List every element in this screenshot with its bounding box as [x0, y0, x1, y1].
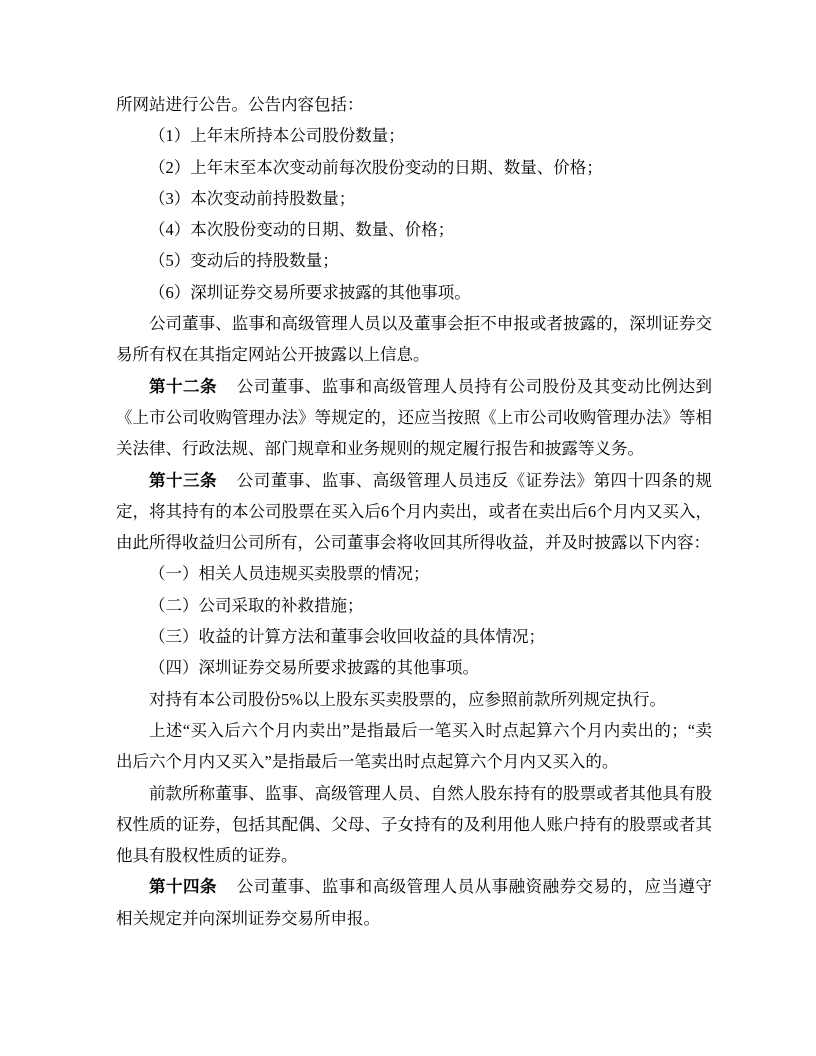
paragraph-text: （3）本次变动前持股数量；: [149, 188, 356, 208]
paragraph-text: 公司董事、监事、高级管理人员违反《证券法》第四十四条的规定，将其持有的本公司股票在买入后6个月内卖出，或者在卖出后6个月内又买入，由此所得收益归公司所有，公司董事会将收回其所得收益，并及时披露以下内容：: [116, 470, 713, 553]
announcement-item-6: [116, 277, 712, 308]
paragraph-securities-scope: [116, 778, 712, 872]
paragraph-text: 对持有本公司股份5%以上股东买卖股票的，应参照前款所列规定执行。: [149, 689, 666, 709]
paragraph-text: （四）深圳证券交易所要求披露的其他事项。: [149, 658, 479, 678]
paragraph-refusal-disclosure: [116, 308, 712, 371]
paragraph-text: 所网站进行公告。公告内容包括：: [116, 95, 364, 114]
paragraph-text: （1）上年末所持本公司股份数量；: [149, 126, 405, 146]
paragraph-text: （5）变动后的持股数量；: [149, 251, 339, 271]
paragraph-text: 公司董事、监事和高级管理人员从事融资融券交易的，应当遵守相关规定并向深圳证券交易所申报。: [116, 877, 713, 928]
paragraph-text: 上述“买入后六个月内卖出”是指最后一笔买入时点起算六个月内卖出的；“卖出后六个月内又买入”是指最后一笔卖出时点起算六个月内又买入的。: [116, 720, 712, 772]
paragraph-text: （4）本次股份变动的日期、数量、价格；: [149, 220, 455, 240]
article-14: [116, 871, 712, 934]
paragraph-text: 前款所称董事、监事、高级管理人员、自然人股东持有的股票或者其他具有股权性质的证券，包括其配偶、父母、子女持有的及利用他人账户持有的股票或者其他具有股权性质的证券。: [116, 783, 712, 866]
paragraph-text: 公司董事、监事和高级管理人员持有公司股份及其变动比例达到《上市公司收购管理办法》等规定的，还应当按照《上市公司收购管理办法》等相关法律、行政法规、部门规章和业务规则的规定履行报告和披露等义务。: [116, 376, 713, 459]
disclosure-item-2: [116, 590, 712, 621]
article-13: [116, 465, 712, 559]
paragraph-text: （2）上年末至本次变动前每次股份变动的日期、数量、价格；: [149, 157, 603, 177]
paragraph-text: （6）深圳证券交易所要求披露的其他事项。: [149, 282, 471, 302]
article-12: [116, 371, 712, 465]
announcement-item-3: [116, 183, 712, 214]
paragraph-text: （三）收益的计算方法和董事会收回收益的具体情况；: [149, 627, 545, 647]
announcement-item-2: [116, 152, 712, 183]
continuation-text: [116, 89, 712, 120]
announcement-item-1: [116, 120, 712, 151]
paragraph-text: （二）公司采取的补救措施；: [149, 595, 364, 615]
paragraph-text: 公司董事、监事和高级管理人员以及董事会拒不申报或者披露的，深圳证券交易所有权在其指定网站公开披露以上信息。: [116, 314, 712, 365]
disclosure-item-4: [116, 652, 712, 683]
article-number: 第十三条: [149, 470, 217, 490]
disclosure-item-3: [116, 621, 712, 652]
announcement-item-4: [116, 214, 712, 245]
disclosure-item-1: [116, 558, 712, 589]
paragraph-5-percent-shareholders: [116, 684, 712, 715]
paragraph-six-month-definition: [116, 715, 712, 778]
article-number: 第十四条: [149, 877, 217, 897]
announcement-item-5: [116, 245, 712, 276]
paragraph-text: （一）相关人员违规买卖股票的情况；: [149, 564, 430, 584]
article-number: 第十二条: [149, 376, 217, 396]
document-body: [116, 89, 712, 934]
